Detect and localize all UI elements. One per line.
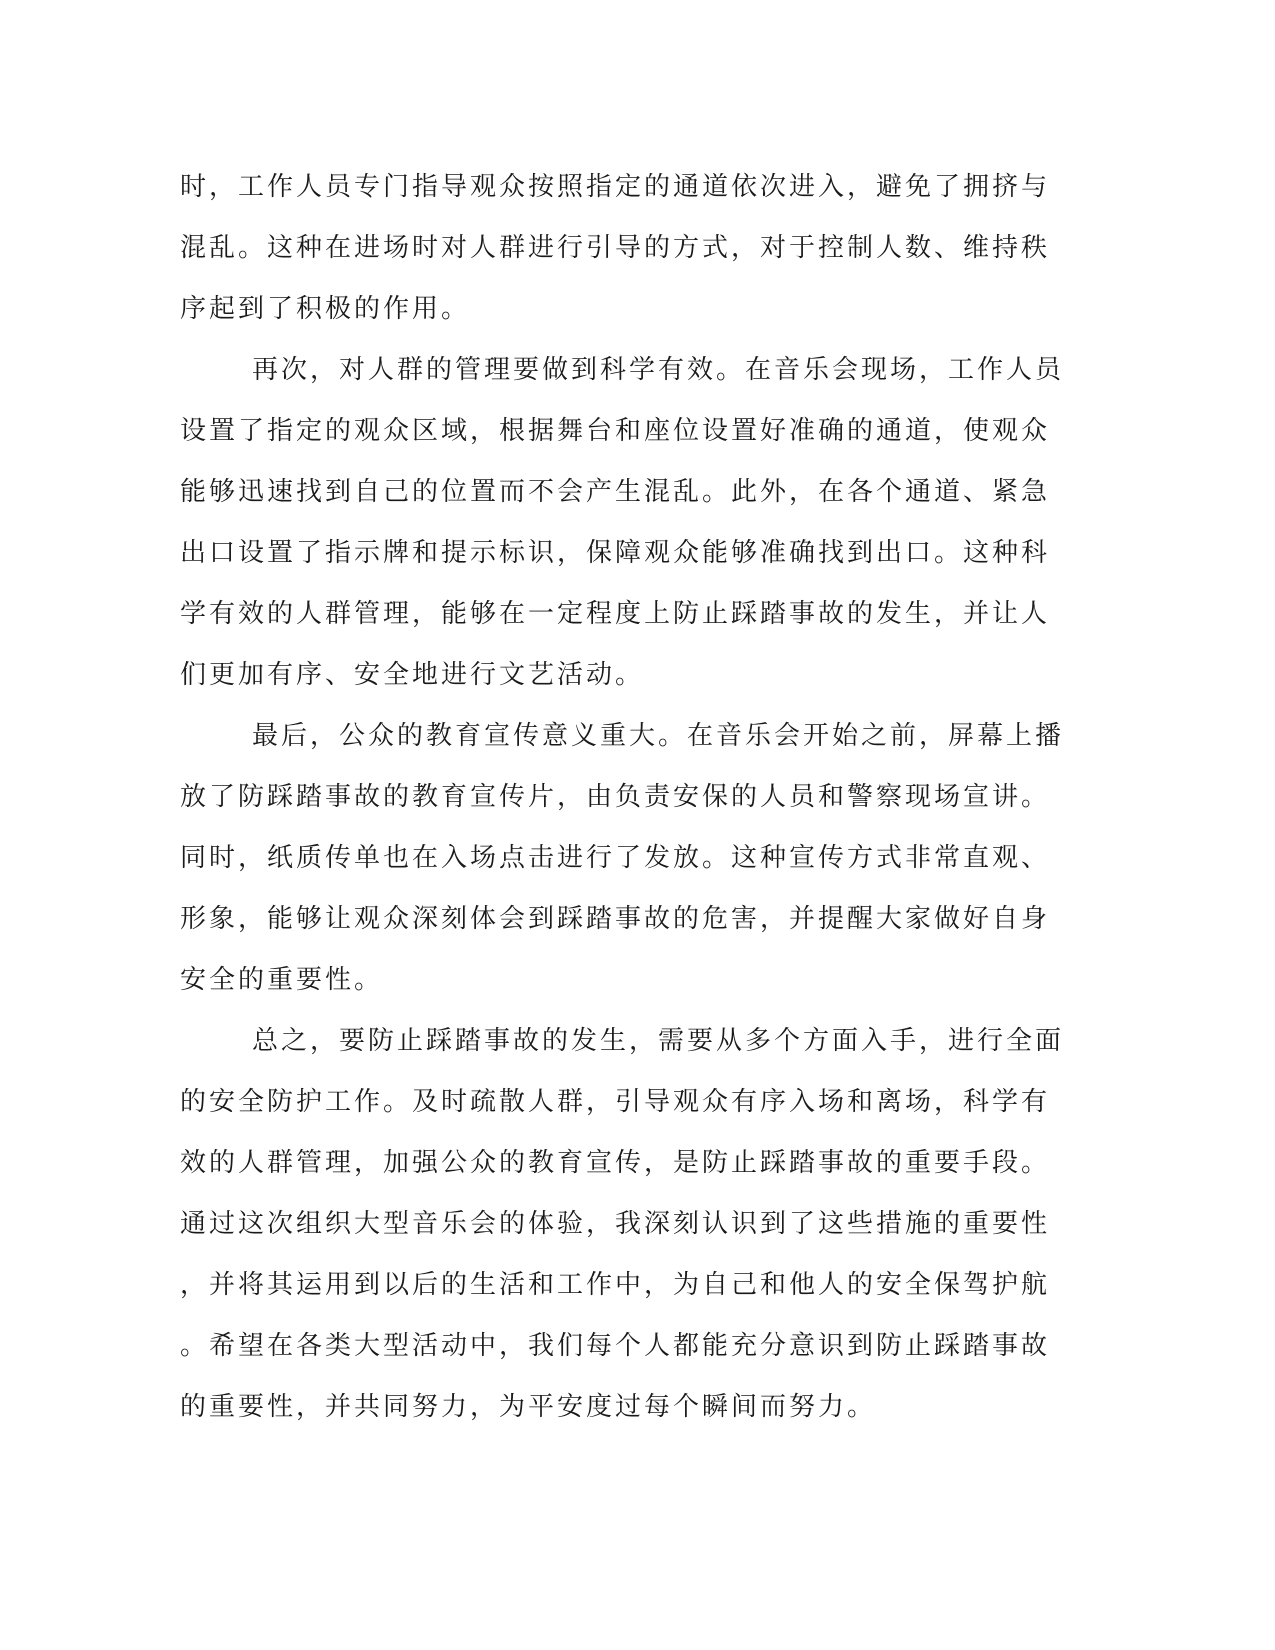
paragraph: [180, 1011, 1065, 1438]
document-body: [180, 157, 1065, 1438]
paragraph: [180, 340, 1065, 706]
text-line: 。希望在各类大型活动中，我们每个人都能充分意识到防止踩踏事故: [180, 1331, 1051, 1361]
text-line: 序起到了积极的作用。: [180, 294, 471, 324]
text-line: 出口设置了指示牌和提示标识，保障观众能够准确找到出口。这种科: [180, 538, 1051, 568]
paragraph: [180, 157, 1060, 340]
text-line: 混乱。这种在进场时对人群进行引导的方式，对于控制人数、维持秩: [180, 233, 1051, 263]
text-line: 总之，要防止踩踏事故的发生，需要从多个方面入手，进行全面: [252, 1026, 1065, 1056]
text-line: 再次，对人群的管理要做到科学有效。在音乐会现场，工作人员: [252, 355, 1065, 385]
text-line: 效的人群管理，加强公众的教育宣传，是防止踩踏事故的重要手段。: [180, 1148, 1051, 1178]
paragraph: [180, 706, 1065, 1011]
text-line: 的重要性，并共同努力，为平安度过每个瞬间而努力。: [180, 1392, 877, 1422]
text-line: 能够迅速找到自己的位置而不会产生混乱。此外，在各个通道、紧急: [180, 477, 1051, 507]
text-line: 安全的重要性。: [180, 965, 384, 995]
text-line: 放了防踩踏事故的教育宣传片，由负责安保的人员和警察现场宣讲。: [180, 782, 1051, 812]
text-line: 学有效的人群管理，能够在一定程度上防止踩踏事故的发生，并让人: [180, 599, 1051, 629]
text-line: 同时，纸质传单也在入场点击进行了发放。这种宣传方式非常直观、: [180, 843, 1051, 873]
text-line: 时，工作人员专门指导观众按照指定的通道依次进入，避免了拥挤与: [180, 172, 1051, 202]
text-line: ，并将其运用到以后的生活和工作中，为自己和他人的安全保驾护航: [180, 1270, 1051, 1300]
text-line: 形象，能够让观众深刻体会到踩踏事故的危害，并提醒大家做好自身: [180, 904, 1051, 934]
text-line: 设置了指定的观众区域，根据舞台和座位设置好准确的通道，使观众: [180, 416, 1051, 446]
text-line: 的安全防护工作。及时疏散人群，引导观众有序入场和离场，科学有: [180, 1087, 1051, 1117]
text-line: 通过这次组织大型音乐会的体验，我深刻认识到了这些措施的重要性: [180, 1209, 1051, 1239]
text-line: 最后，公众的教育宣传意义重大。在音乐会开始之前，屏幕上播: [252, 721, 1065, 751]
text-line: 们更加有序、安全地进行文艺活动。: [180, 660, 645, 690]
